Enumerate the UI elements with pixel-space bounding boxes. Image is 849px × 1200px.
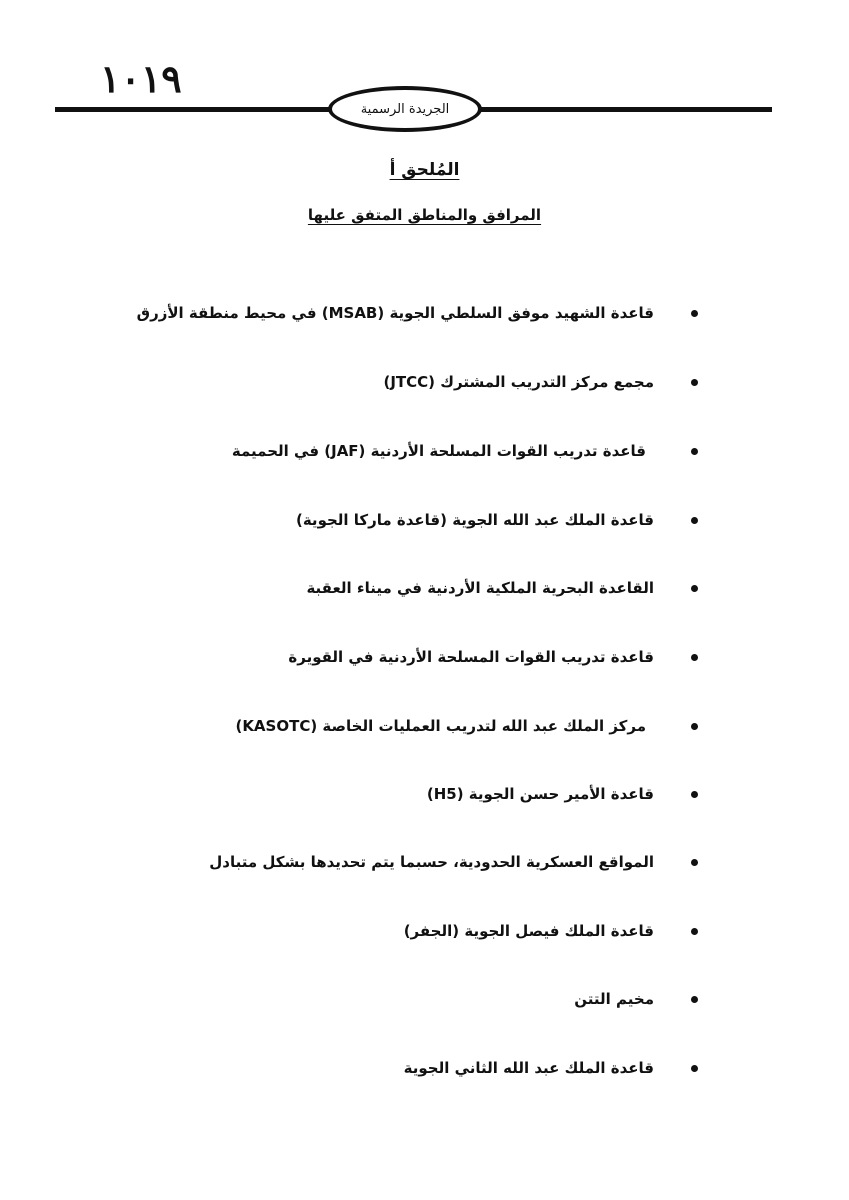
- bullet-icon: [691, 310, 698, 317]
- facility-item: [574, 984, 654, 1014]
- facility-item: [137, 298, 654, 328]
- bullet-icon: [691, 791, 698, 798]
- facility-text: المواقع العسكرية الحدودية، حسبما يتم تحديدها بشكل متبادل: [209, 853, 654, 871]
- facility-item: [383, 367, 654, 397]
- bullet-icon: [691, 723, 698, 730]
- gazette-name-oval: [328, 86, 482, 132]
- bullet-icon: [691, 996, 698, 1003]
- page-number: ١٠١٩: [100, 56, 182, 101]
- facility-text: قاعدة الملك عبد الله الجوية (قاعدة ماركا الجوية): [295, 511, 654, 529]
- facility-item: [306, 573, 654, 603]
- facility-text: القاعدة البحرية الملكية الأردنية في ميناء العقبة: [306, 579, 654, 597]
- annex-title: المُلحق أ: [389, 160, 460, 180]
- facility-text: قاعدة الملك فيصل الجوية (الجفر): [403, 922, 654, 940]
- facility-item: [427, 779, 654, 809]
- facility-text: قاعدة الأمير حسن الجوية (H5): [426, 785, 654, 803]
- facility-text: قاعدة تدريب القوات المسلحة الأردنية (JAF) في الحميمة: [231, 442, 646, 460]
- bullet-icon: [691, 928, 698, 935]
- bullet-icon: [691, 654, 698, 661]
- facility-item: [288, 642, 654, 672]
- facility-text: قاعدة تدريب القوات المسلحة الأردنية في القويرة: [288, 648, 654, 666]
- facility-item: [235, 711, 654, 741]
- facility-item: [232, 436, 654, 466]
- facility-text: مركز الملك عبد الله لتدريب العمليات الخاصة (KASOTC): [235, 717, 646, 735]
- bullet-icon: [691, 379, 698, 386]
- facility-item: [209, 847, 654, 877]
- facility-item: [296, 505, 654, 535]
- bullet-icon: [691, 517, 698, 524]
- bullet-icon: [691, 585, 698, 592]
- facility-item: [404, 1053, 654, 1083]
- facility-text: مخيم التتن: [574, 990, 654, 1008]
- bullet-icon: [691, 1065, 698, 1072]
- bullet-icon: [691, 859, 698, 866]
- facility-item: [404, 916, 654, 946]
- bullet-icon: [691, 448, 698, 455]
- facility-text: قاعدة الشهيد موفق السلطي الجوية (MSAB) في محيط منطقة الأزرق: [136, 304, 654, 322]
- facility-text: قاعدة الملك عبد الله الثاني الجوية: [403, 1059, 654, 1077]
- facility-text: مجمع مركز التدريب المشترك (JTCC): [383, 373, 654, 391]
- gazette-name: الجريدة الرسمية: [360, 101, 450, 117]
- annex-subtitle: المرافق والمناطق المتفق عليها: [307, 206, 542, 224]
